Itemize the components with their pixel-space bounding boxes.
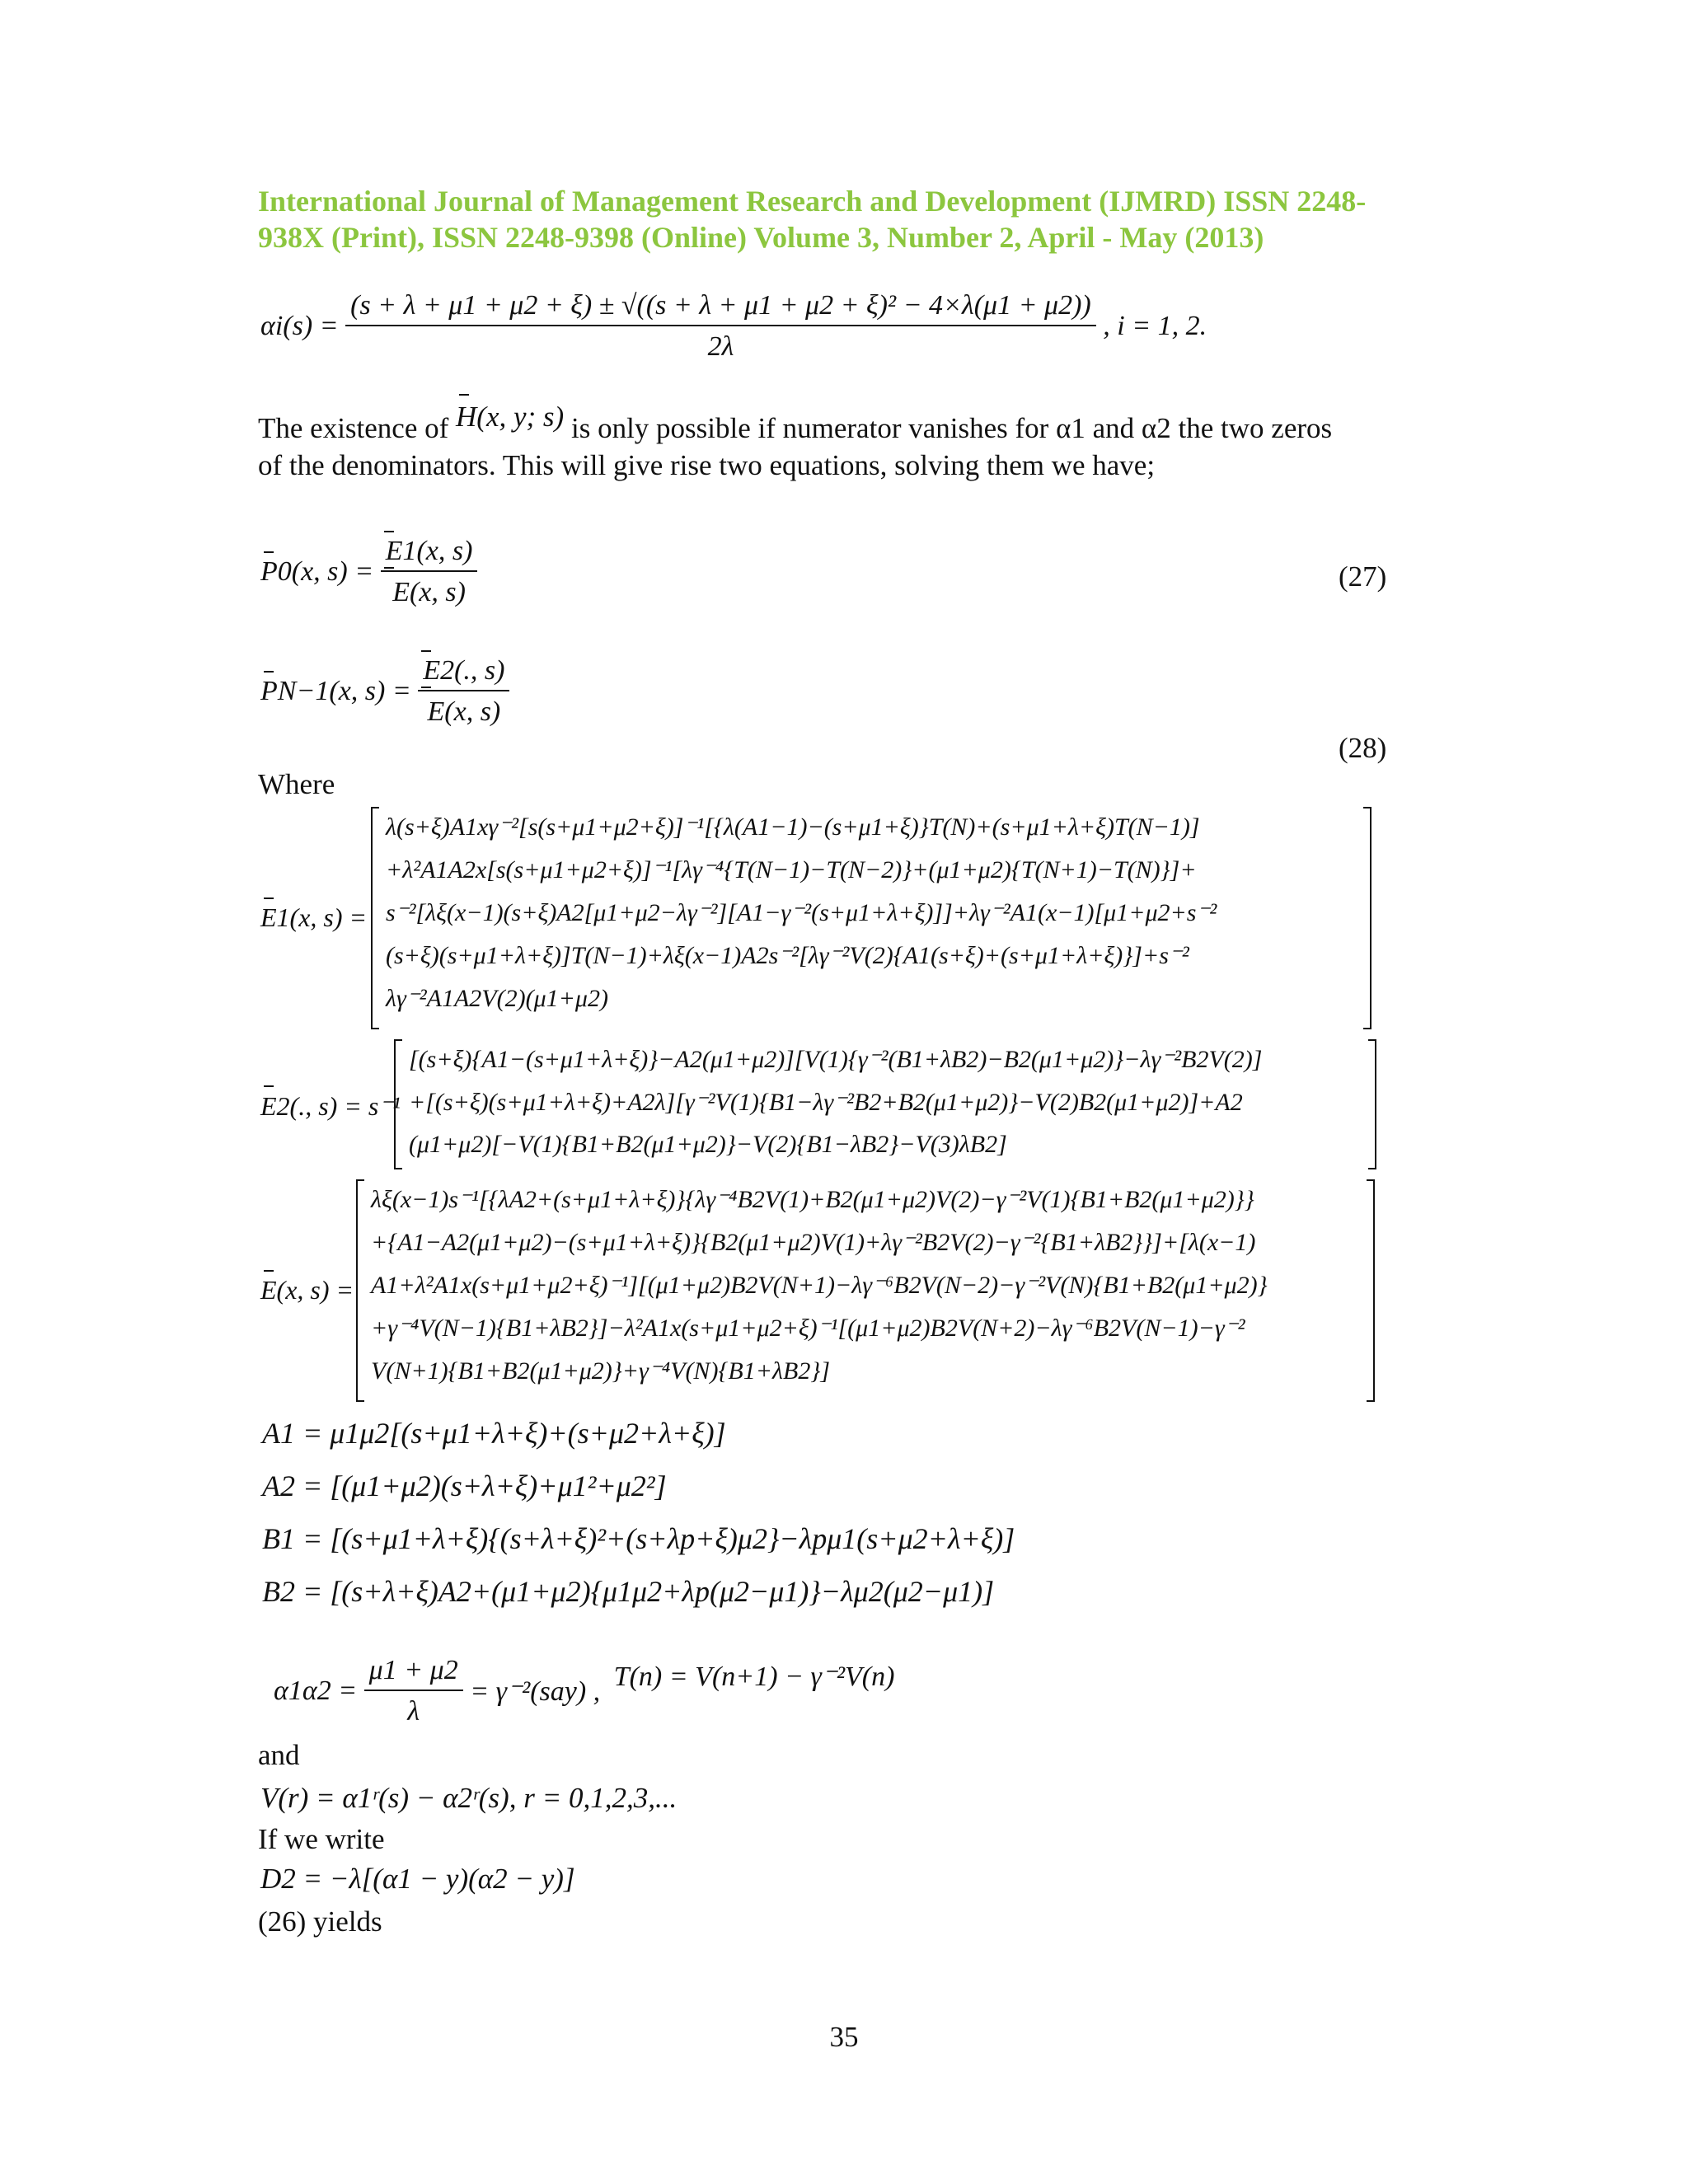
v-equation: V(r) = α1ʳ(s) − α2ʳ(s), r = 0,1,2,3,... <box>260 1782 678 1814</box>
equation-27 <box>260 536 477 608</box>
e1-row: λ(s+ξ)A1xγ⁻²[s(s+μ1+μ2+ξ)]⁻¹[{λ(A1−1)−(s+μ1+ξ)}T(N)+(s+μ1+λ+ξ)T(N−1)] <box>386 813 1200 841</box>
e-row: V(N+1){B1+B2(μ1+μ2)}+γ⁻⁴V(N){B1+λB2}] <box>371 1357 830 1385</box>
alpha-tail: , i = 1, 2. <box>1103 311 1207 341</box>
journal-header-line1: International Journal of Management Research and Development (IJMRD) ISSN 2248- <box>258 185 1367 218</box>
definition-a2: A2 = [(μ1+μ2)(s+λ+ξ)+μ1²+μ2²] <box>262 1469 667 1502</box>
existence-text-b: is only possible if numerator vanishes for α1 and α2 the two zeros <box>570 412 1333 444</box>
alpha-fraction <box>345 290 1096 363</box>
journal-header-line2: 938X (Print), ISSN 2248-9398 (Online) Volume 3, Number 2, April - May (2013) <box>258 221 1264 254</box>
pn-numerator: E2(., s) <box>418 655 509 691</box>
equation-28-number: (28) <box>1339 732 1387 764</box>
journal-header <box>258 183 1428 255</box>
e-matrix <box>356 1180 1375 1401</box>
page-number: 35 <box>829 2021 859 2053</box>
p0-numerator: E1(x, s) <box>381 536 478 572</box>
t-equation: T(n) = V(n+1) − γ⁻²V(n) <box>613 1661 895 1692</box>
e1-matrix <box>371 808 1372 1029</box>
pn-lhs: PN−1(x, s) = <box>260 676 411 706</box>
gamma-denominator: λ <box>407 1696 420 1727</box>
if-we-write-label: If we write <box>258 1823 385 1855</box>
gamma-rhs: = γ⁻²(say) , <box>470 1676 601 1707</box>
e2-matrix <box>394 1040 1376 1169</box>
e2-lhs: E2(., s) = s⁻¹ <box>260 1091 401 1121</box>
e2-row: +[(s+ξ)(s+μ1+λ+ξ)+A2λ][γ⁻²V(1){B1−λγ⁻²B2+B2(μ1+μ2)}−V(2)B2(μ1+μ2)]+A2 <box>409 1089 1243 1116</box>
e-row: +γ⁻⁴V(N−1){B1+λB2}]−λ²A1x(s+μ1+μ2+ξ)⁻¹[(μ1+μ2)B2V(N+2)−λγ⁻⁶B2V(N−1)−γ⁻² <box>371 1315 1245 1342</box>
e-lhs: E(x, s) = <box>260 1275 354 1305</box>
e1-row: s⁻²[λξ(x−1)(s+ξ)A2[μ1+μ2−λγ⁻²][A1−γ⁻²(s+μ1+λ+ξ)]]+λγ⁻²A1(x−1)[μ1+μ2+s⁻² <box>386 899 1217 926</box>
h-expression: H(x, y; s) <box>456 399 564 435</box>
gamma-equation <box>274 1655 894 1727</box>
gamma-fraction <box>364 1655 463 1727</box>
pn-denominator: E(x, s) <box>418 691 509 728</box>
p0-denominator: E(x, s) <box>381 572 478 608</box>
existence-paragraph-line2: of the denominators. This will give rise two equations, solving them we have; <box>258 449 1156 481</box>
existence-text-a: The existence of <box>258 412 449 444</box>
alpha-numerator: (s + λ + μ1 + μ2 + ξ) ± √((s + λ + μ1 + μ2 + ξ)² − 4×λ(μ1 + μ2)) <box>345 290 1096 326</box>
d2-equation: D2 = −λ[(α1 − y)(α2 − y)] <box>260 1863 575 1895</box>
e1-row: λγ⁻²A1A2V(2)(μ1+μ2) <box>386 985 608 1012</box>
gamma-lhs: α1α2 = <box>274 1675 358 1706</box>
e-row: A1+λ²A1x(s+μ1+μ2+ξ)⁻¹][(μ1+μ2)B2V(N+1)−λγ⁻⁶B2V(N−2)−γ⁻²V(N){B1+B2(μ1+μ2)} <box>371 1272 1268 1299</box>
equation-27-number: (27) <box>1339 560 1387 593</box>
e1-lhs: E1(x, s) = <box>260 902 368 932</box>
e2-row: (μ1+μ2)[−V(1){B1+B2(μ1+μ2)}−V(2){B1−λB2}−V(3)λB2] <box>409 1131 1007 1158</box>
e1-row: (s+ξ)(s+μ1+λ+ξ)]T(N−1)+λξ(x−1)A2s⁻²[λγ⁻²V(2){A1(s+ξ)+(s+μ1+λ+ξ)}]+s⁻² <box>386 942 1189 969</box>
definition-b1: B1 = [(s+μ1+λ+ξ){(s+λ+ξ)²+(s+λp+ξ)μ2}−λpμ1(s+μ2+λ+ξ)] <box>262 1522 1015 1555</box>
and-label: and <box>258 1739 300 1771</box>
e1-row: +λ²A1A2x[s(s+μ1+μ2+ξ)]⁻¹[λγ⁻⁴{T(N−1)−T(N−2)}+(μ1+μ2){T(N+1)−T(N)}]+ <box>386 856 1197 883</box>
alpha-lhs: αi(s) = <box>260 311 339 341</box>
p0-lhs: P0(x, s) = <box>260 556 374 587</box>
alpha-equation <box>260 290 1207 363</box>
alpha-denominator: 2λ <box>707 331 734 362</box>
pn-fraction <box>418 655 509 728</box>
e-row: +{A1−A2(μ1+μ2)−(s+μ1+λ+ξ)}{B2(μ1+μ2)V(1)+λγ⁻²B2V(2)−γ⁻²{B1+λB2}}]+[λ(x−1) <box>371 1229 1256 1256</box>
where-label: Where <box>258 768 335 800</box>
p0-fraction <box>381 536 478 608</box>
gamma-numerator: μ1 + μ2 <box>364 1655 463 1691</box>
e-row: λξ(x−1)s⁻¹[{λA2+(s+μ1+λ+ξ)}{λγ⁻⁴B2V(1)+B2(μ1+μ2)V(2)−γ⁻²V(1){B1+B2(μ1+μ2)}} <box>371 1186 1254 1213</box>
equation-28 <box>260 655 509 728</box>
yields-label: (26) yields <box>258 1905 382 1938</box>
definition-b2: B2 = [(s+λ+ξ)A2+(μ1+μ2){μ1μ2+λp(μ2−μ1)}−λμ2(μ2−μ1)] <box>262 1575 995 1608</box>
e2-row: [(s+ξ){A1−(s+μ1+λ+ξ)}−A2(μ1+μ2)][V(1){γ⁻²(B1+λB2)−B2(μ1+μ2)}−λγ⁻²B2V(2)] <box>409 1046 1263 1073</box>
definition-a1: A1 = μ1μ2[(s+μ1+λ+ξ)+(s+μ2+λ+ξ)] <box>262 1417 726 1450</box>
existence-paragraph-line1 <box>258 401 1333 447</box>
